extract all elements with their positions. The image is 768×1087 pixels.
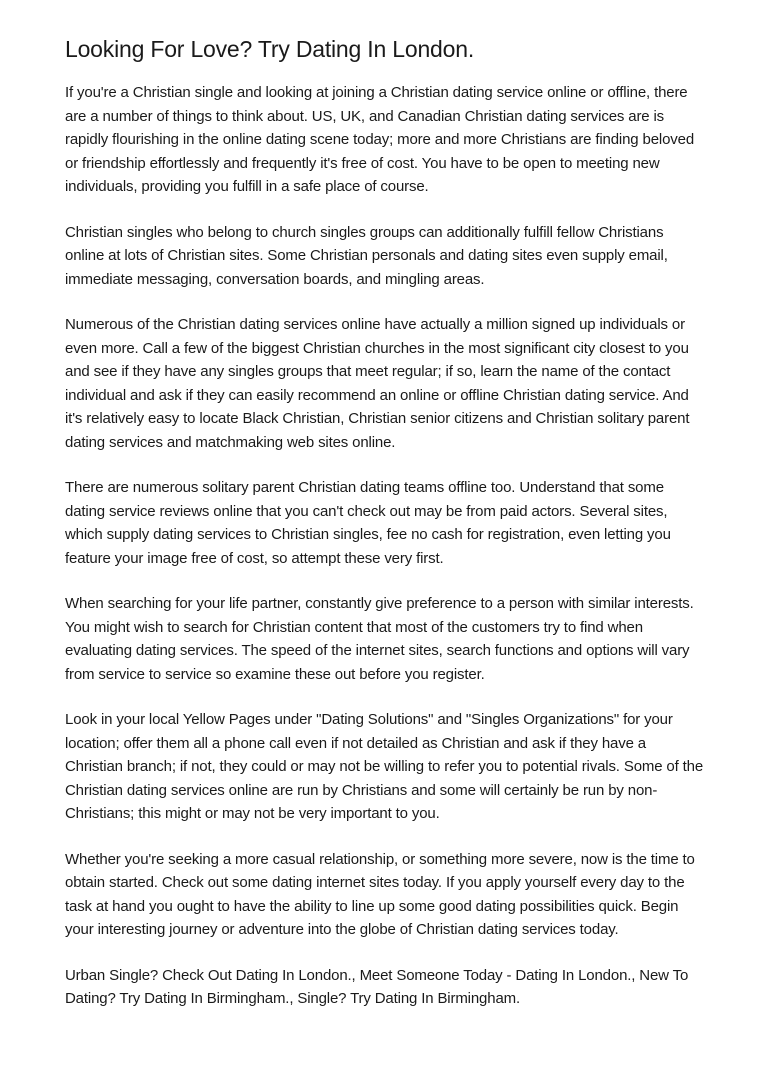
paragraph-5: When searching for your life partner, constantly give preference to a person with similar interests. You might wish to search for Christian content that most of the customers try to find when evaluating dating services. The speed of the internet sites, search functions and options will vary from service to service so examine these out before you register. <box>65 595 694 683</box>
paragraph-6: Look in your local Yellow Pages under "Dating Solutions" and "Singles Organizations" for your location; offer them all a phone call even if not detailed as Christian and ask if they have a Christian branch; if not, they could or may not be willing to refer you to potential rivals. Some of the Christian dating services online are run by Christians and some will certainly be run by non-Christians; this might or may not be very important to you. <box>65 711 704 822</box>
related-links-paragraph: Urban Single? Check Out Dating In London., Meet Someone Today - Dating In London., New To Dating? Try Dating In Birmingham., Single? Try Dating In Birmingham. <box>65 966 689 1007</box>
paragraph-1: If you're a Christian single and looking at joining a Christian dating service online or offline, there are a number of things to think about. US, UK, and Canadian Christian dating services are is rapidly flourishing in the online dating scene today; more and more Christians are finding beloved or friendship effortlessly and frequently it's free of cost. You have to be open to meeting new individuals, providing you fulfill in a safe place of course. <box>65 84 695 195</box>
document-page <box>65 34 705 1033</box>
document-title: Looking For Love? Try Dating In London. <box>65 36 475 62</box>
paragraph-2: Christian singles who belong to church singles groups can additionally fulfill fellow Christians online at lots of Christian sites. Some Christian personals and dating sites even supply email, immediate messaging, conversation boards, and mingling areas. <box>65 223 668 288</box>
paragraph-4: There are numerous solitary parent Christian dating teams offline too. Understand that some dating service reviews online that you can't check out may be from paid actors. Several sites, which supply dating services to Christian singles, fee no cash for registration, even letting you feature your image free of cost, so attempt these very first. <box>65 479 671 567</box>
paragraph-7: Whether you're seeking a more casual relationship, or something more severe, now is the time to obtain started. Check out some dating internet sites today. If you apply yourself every day to the task at hand you ought to have the ability to line up some good dating possibilities quick. Begin your interesting journey or adventure into the globe of Christian dating services today. <box>65 850 695 938</box>
paragraph-3: Numerous of the Christian dating services online have actually a million signed up individuals or even more. Call a few of the biggest Christian churches in the most significant city closest to you and see if they have any singles groups that meet regular; if so, learn the name of the contact individual and ask if they can easily recommend an online or offline Christian dating service. And it's relatively easy to locate Black Christian, Christian senior citizens and Christian solitary parent dating services and matchmaking web sites online. <box>65 316 690 451</box>
